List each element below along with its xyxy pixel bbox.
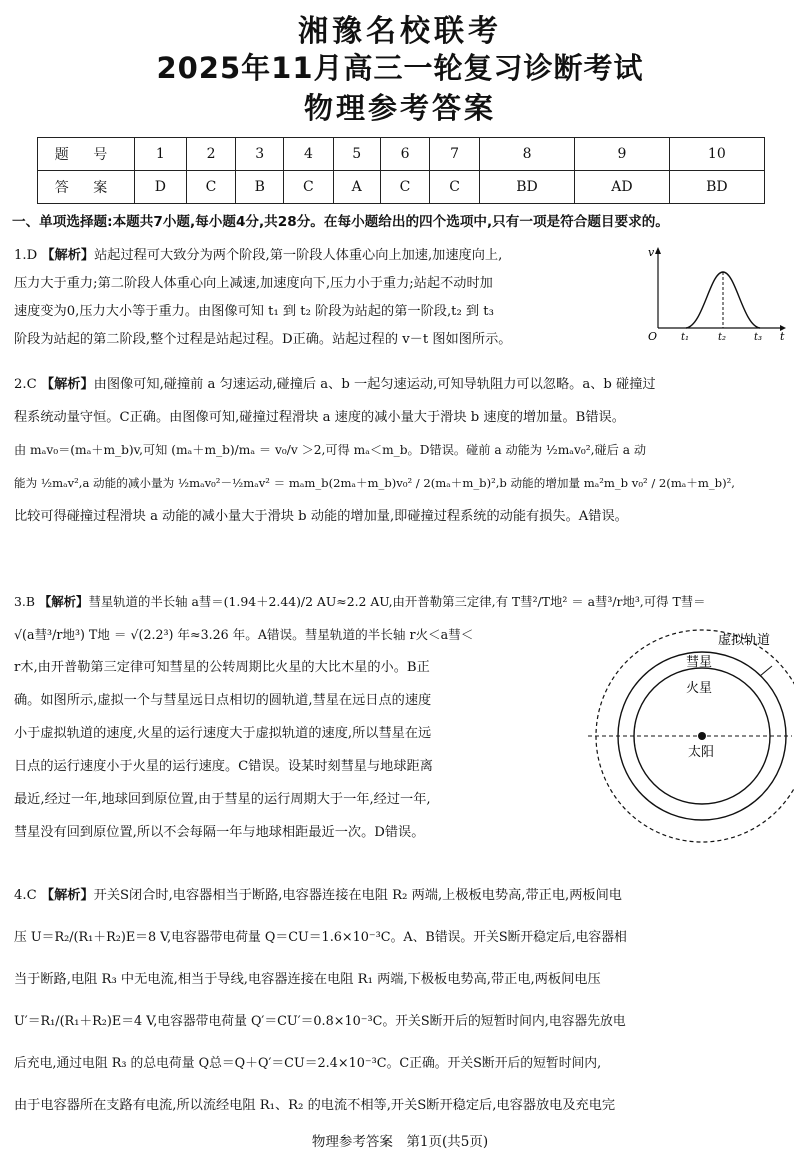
y-axis-label: v: [648, 246, 655, 259]
table-cell-answer: A: [333, 171, 380, 204]
table-cell-number: 1: [135, 138, 187, 171]
vt-graph: [648, 244, 788, 340]
q3-line: 小于虚拟轨道的速度,火星的运行速度大于虚拟轨道的速度,所以彗星在远: [14, 726, 432, 741]
table-cell-answer: C: [284, 171, 334, 204]
t1-label: t₁: [681, 332, 690, 340]
q2-line: 比较可得碰撞过程滑块 a 动能的减小量大于滑块 b 动能的增加量,即碰撞过程系统的动能有损失。A错误。: [14, 509, 628, 524]
q4-line: U′＝R₁/(R₁＋R₂)E＝4 V,电容器带电荷量 Q′＝CU′＝0.8×10⁻³C。开关S断开后的短暂时间内,电容器先放电: [14, 1014, 626, 1029]
answer-row: [38, 171, 765, 204]
q4-tag: 【解析】: [40, 888, 94, 903]
x-axis-label: t: [780, 330, 785, 340]
q2-number: 2.C: [14, 377, 37, 392]
t2-label: t₂: [718, 332, 727, 340]
q4-line: 由于电容器所在支路有电流,所以流经电阻 R₁、R₂ 的电流不相等,开关S断开稳定后,电容器放电及充电完: [14, 1098, 616, 1113]
q3-line: r木,由开普勒第三定律可知彗星的公转周期比火星的大比木星的小。B正: [14, 660, 430, 675]
q4-line: 开关S闭合时,电容器相当于断路,电容器连接在电阻 R₂ 两端,上极板电势高,带正电,两板间电: [93, 888, 622, 903]
q3-line: 确。如图所示,虚拟一个与彗星远日点相切的圆轨道,彗星在远日点的速度: [14, 693, 432, 708]
table-cell-answer: C: [186, 171, 236, 204]
q3-line: 彗星没有回到原位置,所以不会每隔一年与地球相距最近一次。D错误。: [14, 825, 425, 840]
q4-explanation: [14, 875, 794, 1127]
sun-label: 太阳: [688, 745, 715, 760]
q2-line: 由图像可知,碰撞前 a 匀速运动,碰撞后 a、b 一起匀速运动,可知导轨阻力可以忽略。a、b 碰撞过: [93, 377, 656, 392]
table-cell-answer: C: [430, 171, 480, 204]
q2-explanation: [14, 368, 794, 533]
section-heading: 一、单项选择题:本题共7小题,每小题4分,共28分。在每小题给出的四个选项中,只有一项是符合题目要求的。: [12, 214, 669, 230]
table-cell-number: 3: [236, 138, 284, 171]
table-cell-answer: AD: [575, 171, 670, 204]
table-cell-number: 5: [333, 138, 380, 171]
q2-line: 能为 ½mₐv²,a 动能的减小量为 ½mₐv₀²－½mₐv² ＝ mₐm_b(2mₐ＋m_b)v₀² / 2(mₐ＋m_b)²,b 动能的增加量 mₐ²m_b v₀² / 2(mₐ＋m_b)²,: [14, 476, 735, 490]
question-number-row: [38, 138, 765, 171]
q4-number: 4.C: [14, 888, 37, 903]
q1-number: 1.D: [14, 248, 38, 263]
table-cell-number: 2: [186, 138, 236, 171]
q3-number: 3.B: [14, 594, 35, 609]
q3-tag: 【解析】: [38, 594, 89, 609]
table-cell-number: 9: [575, 138, 670, 171]
table-cell-number: 7: [430, 138, 480, 171]
q3-line: 日点的运行速度小于火星的运行速度。C错误。设某时刻彗星与地球距离: [14, 759, 433, 774]
table-cell-answer: B: [236, 171, 284, 204]
q4-line: 后充电,通过电阻 R₃ 的总电荷量 Q总＝Q＋Q′＝CU＝2.4×10⁻³C。C正确。开关S断开后的短暂时间内,: [14, 1056, 602, 1071]
y-axis-arrow: [655, 247, 661, 254]
table-cell-number: 6: [380, 138, 430, 171]
exam-org-title: 湘豫名校联考: [298, 14, 502, 49]
row-header-answer: 答 案: [38, 171, 135, 204]
q1-line: 阶段为站起的第二阶段,整个过程是站起过程。D正确。站起过程的 v－t 图如图所示。: [14, 332, 512, 347]
q1-line: 压力大于重力;第二阶段人体重心向上减速,加速度向下,压力小于重力;站起不动时加: [14, 276, 493, 291]
q1-line: 速度变为0,压力大小等于重力。由图像可知 t₁ 到 t₂ 阶段为站起的第一阶段,t₂ 到 t₃: [14, 304, 494, 319]
q2-line: 程系统动量守恒。C正确。由图像可知,碰撞过程滑块 a 速度的减小量大于滑块 b 速度的增加量。B错误。: [14, 410, 625, 425]
table-cell-number: 10: [669, 138, 764, 171]
page-footer: 物理参考答案 第1页(共5页): [311, 1134, 489, 1150]
comet-label: 彗星: [686, 655, 713, 670]
mars-label: 火星: [686, 681, 713, 696]
q1-line: 站起过程可大致分为两个阶段,第一阶段人体重心向上加速,加速度向上,: [94, 248, 503, 263]
orbit-diagram: [582, 626, 794, 854]
virtual-orbit-label: 虚拟轨道: [718, 633, 771, 648]
table-cell-answer: C: [380, 171, 430, 204]
q1-tag: 【解析】: [41, 248, 95, 263]
q2-tag: 【解析】: [40, 377, 94, 392]
q4-line: 压 U＝R₂/(R₁＋R₂)E＝8 V,电容器带电荷量 Q＝CU＝1.6×10⁻³C。A、B错误。开关S断开稳定后,电容器相: [14, 930, 627, 945]
q1-explanation: [14, 242, 654, 354]
answer-table: [37, 137, 765, 204]
virtual-orbit-pointer: [760, 666, 772, 676]
q2-line: 由 mₐv₀＝(mₐ＋m_b)v,可知 (mₐ＋m_b)/mₐ ＝ v₀/v ＞2,可得 mₐ＜m_b。D错误。碰前 a 动能为 ½mₐv₀²,碰后 a 动: [14, 443, 647, 457]
q3-line: 最近,经过一年,地球回到原位置,由于彗星的运行周期大于一年,经过一年,: [14, 792, 431, 807]
t3-label: t₃: [754, 332, 763, 340]
table-cell-number: 4: [284, 138, 334, 171]
table-cell-answer: BD: [479, 171, 574, 204]
sun-dot: [698, 732, 706, 740]
table-cell-number: 8: [479, 138, 574, 171]
origin-label: O: [648, 330, 658, 340]
row-header-number: 题 号: [38, 138, 135, 171]
q3-line: √(a彗³/r地³) T地 ＝ √(2.2³) 年≈3.26 年。A错误。彗星轨道的半长轴 r火＜a彗＜: [14, 627, 474, 642]
table-cell-answer: D: [135, 171, 187, 204]
exam-name-title: 2025年11月高三一轮复习诊断考试: [156, 51, 644, 85]
q3-line: 彗星轨道的半长轴 a彗＝(1.94＋2.44)/2 AU≈2.2 AU,由开普勒第三定律,有 T彗²/T地² ＝ a彗³/r地³,可得 T彗＝: [88, 594, 706, 609]
answer-key-title: 物理参考答案: [303, 91, 496, 125]
table-cell-answer: BD: [669, 171, 764, 204]
q4-line: 当于断路,电阻 R₃ 中无电流,相当于导线,电容器连接在电阻 R₁ 两端,下极板电势高,带正电,两板间电压: [14, 972, 601, 987]
